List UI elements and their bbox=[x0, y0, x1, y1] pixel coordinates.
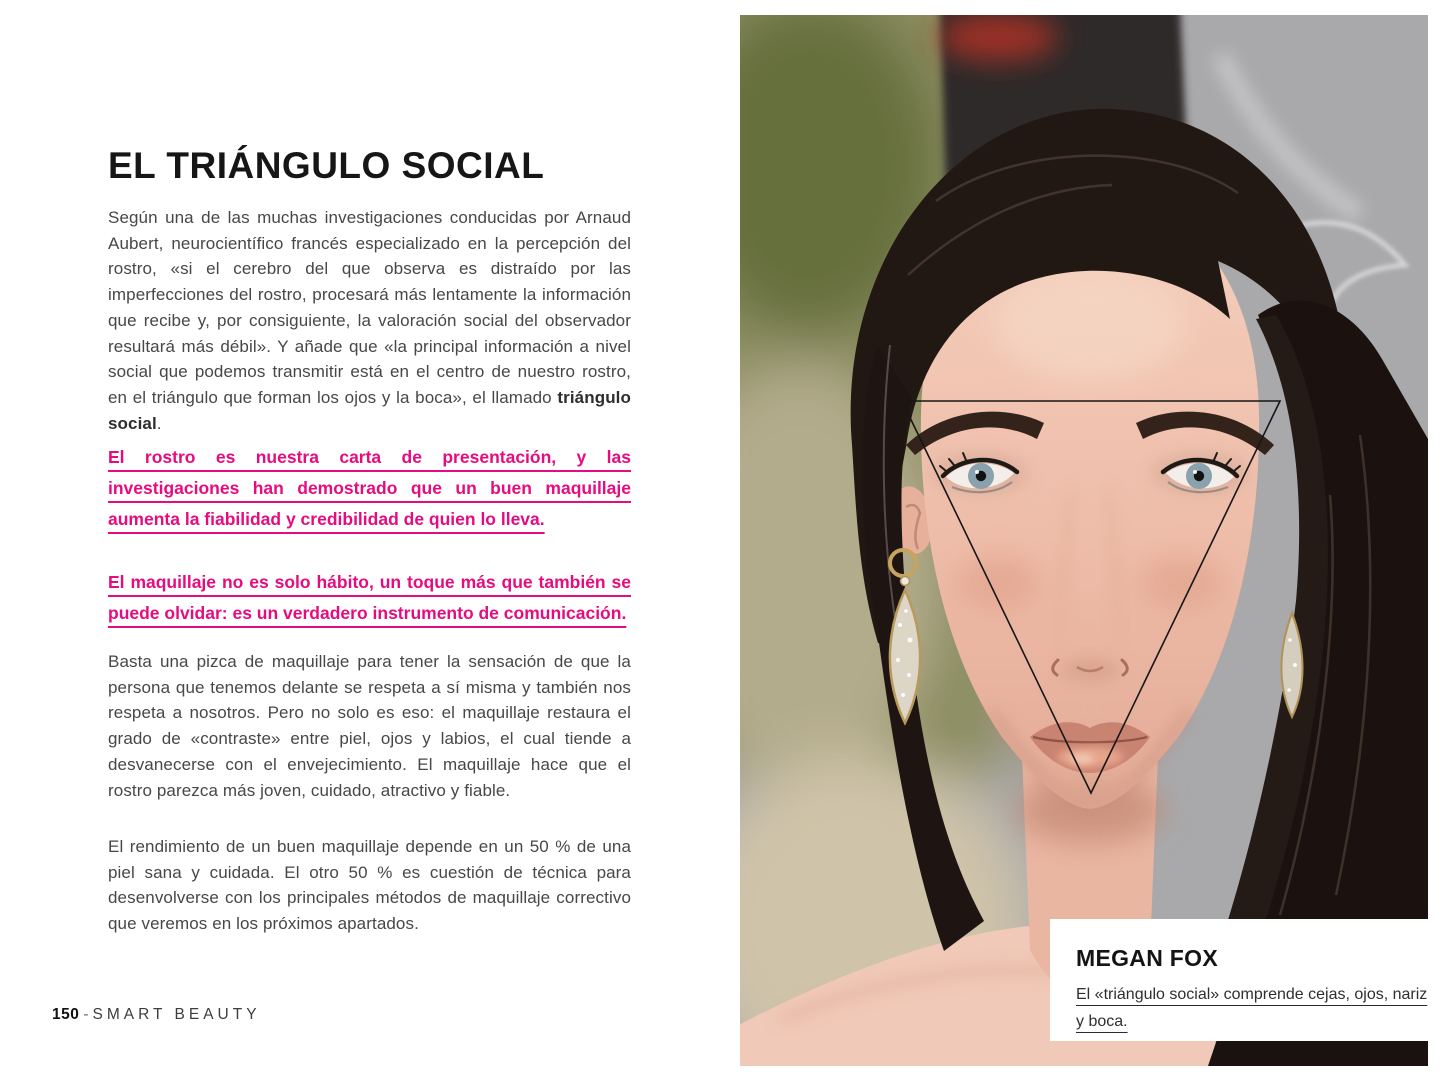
intro-text-end: . bbox=[156, 413, 162, 433]
highlight-paragraph-face: El rostro es nuestra carta de presentación, y las investigaciones han demostrado que un buen maquillaje aumenta la fiabilidad y credibilidad de quien lo lleva. bbox=[108, 446, 631, 529]
intro-text: Según una de las muchas investigaciones conducidas por Arnaud Aubert, neurocientífico francés especializado en la percepción del rostro, «si el cerebro del que observa es distraído por las imperfecciones del rostro, procesará más lentamente la información que recibe y, por consiguiente, la valoración social del observador resultará más débil». Y añade que «la principal información a nivel social que podemos transmitir está en el centro de nuestro rostro, en el triángulo que forman los ojos y la boca», el llamado bbox=[108, 208, 631, 407]
portrait-illustration bbox=[740, 15, 1428, 1066]
photo-caption-box bbox=[1050, 919, 1445, 1041]
caption-text: El «triángulo social» comprende cejas, ojos, nariz y boca. bbox=[1076, 986, 1428, 1030]
paragraph-technique: El rendimiento de un buen maquillaje depende en un 50 % de una piel sana y cuidada. El otro 50 % es cuestión de técnica para desenvolverse con los principales métodos de maquillaje correctivo que veremos en los próximos apartados. bbox=[108, 837, 631, 934]
megan-fox-photo bbox=[740, 15, 1428, 1066]
footer-separator: - bbox=[83, 1006, 89, 1023]
page-number: 150 bbox=[52, 1006, 80, 1023]
paragraph-contrast: Basta una pizca de maquillaje para tener la sensación de que la persona que tenemos delante se respeta a sí misma y también nos respeta a nosotros. Pero no solo es eso: el maquillaje restaura el grado de «contraste» entre piel, ojos y labios, el cual tiende a desvanecerse con el envejecimiento. El maquillaje hace que el rostro parezca más joven, cuidado, atractivo y fiable. bbox=[108, 652, 631, 800]
caption-title: MEGAN FOX bbox=[1076, 945, 1218, 971]
page-title: EL TRIÁNGULO SOCIAL bbox=[108, 144, 545, 186]
highlight-paragraph-makeup: El maquillaje no es solo hábito, un toque más que también se puede olvidar: es un verdadero instrumento de comunicación. bbox=[108, 571, 631, 623]
book-title: SMART BEAUTY bbox=[92, 1006, 261, 1023]
intro-paragraph bbox=[108, 205, 631, 436]
page-footer bbox=[52, 1006, 261, 1024]
intro-bold-term: triángulo social bbox=[108, 387, 631, 433]
